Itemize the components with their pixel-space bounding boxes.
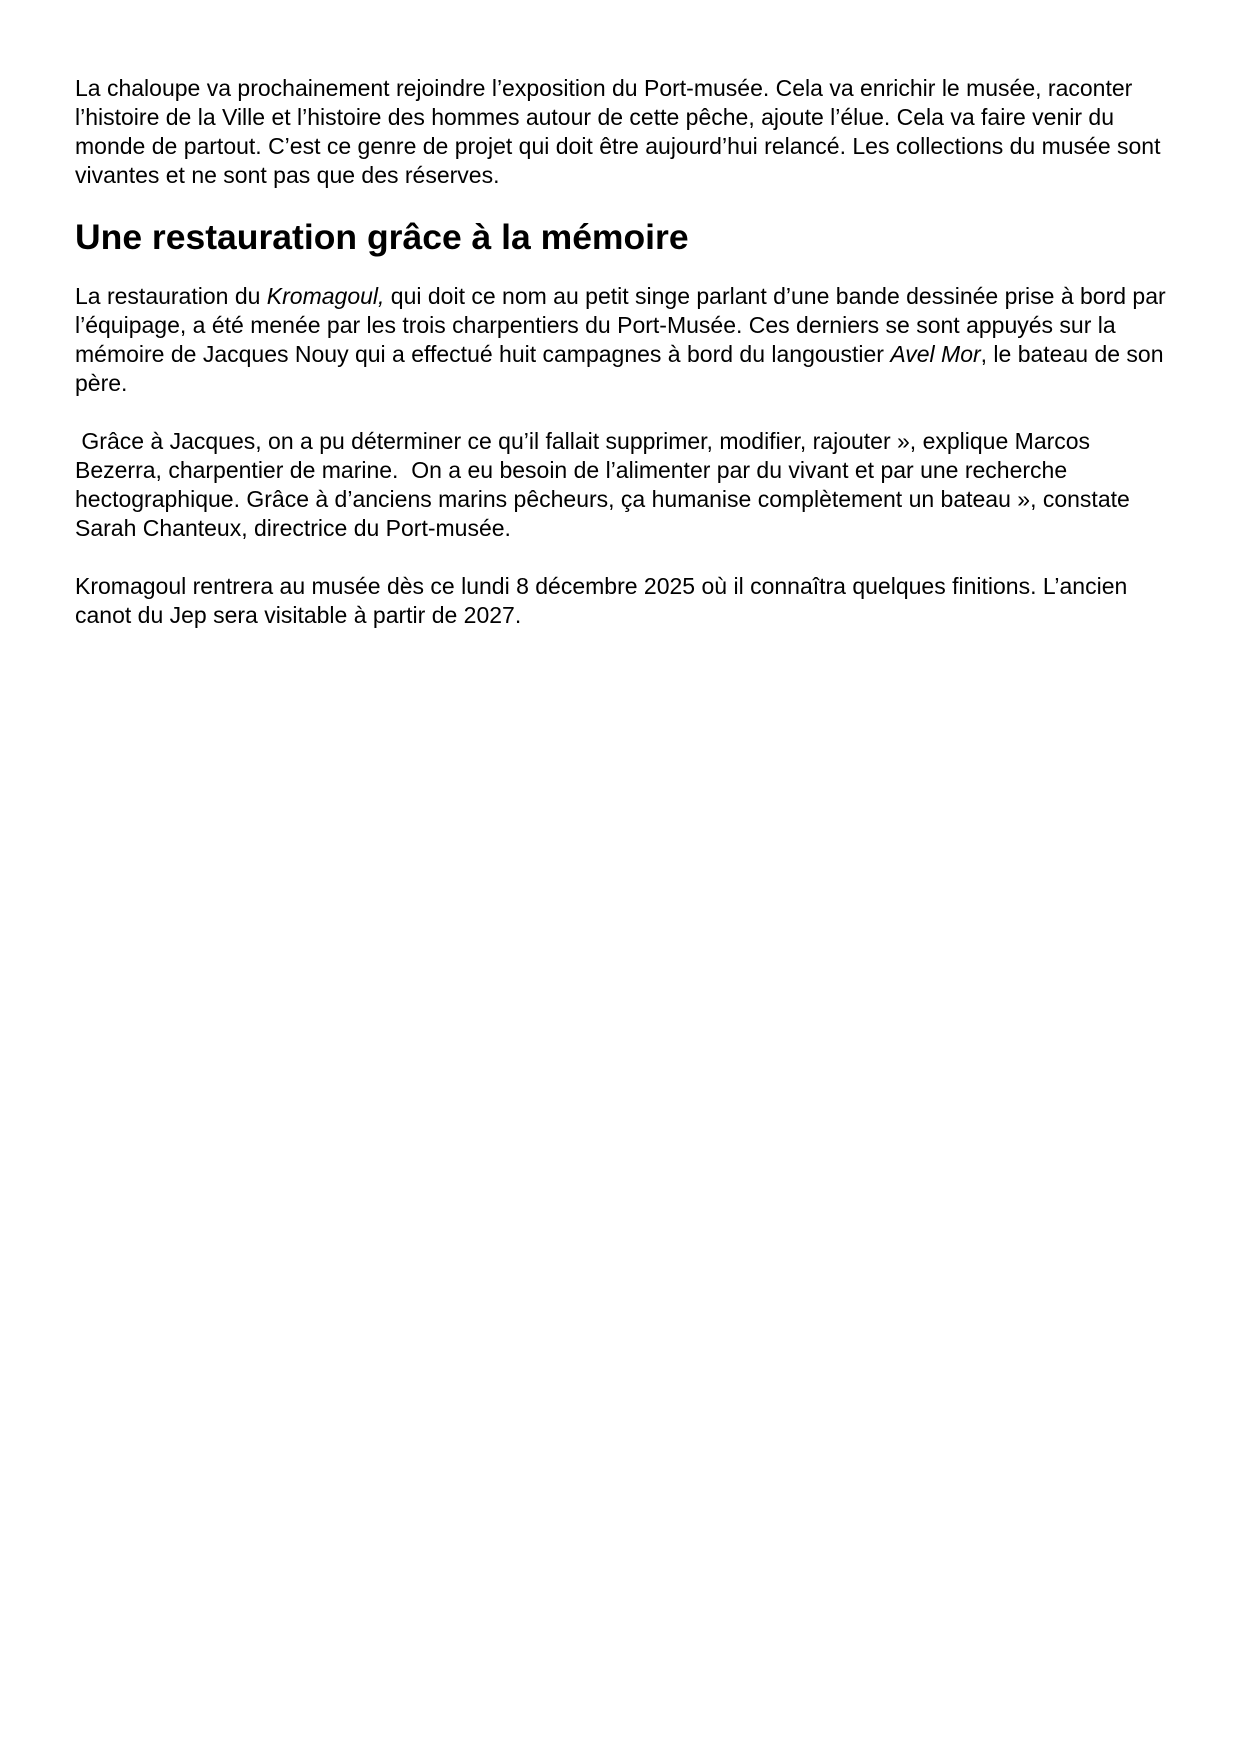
section-heading: Une restauration grâce à la mémoire bbox=[75, 217, 689, 257]
boat-name: Kromagoul, bbox=[266, 283, 385, 309]
quote-paragraph: Grâce à Jacques, on a pu déterminer ce qu’il fallait supprimer, modifier, rajouter », explique Marcos Bezerra, charpentier de marine. On a eu besoin de l’alimenter par du vivant et par une recherche hectographique. Grâce à d’anciens marins pêcheurs, ça humanise complètement un bateau », constate Sarah Chanteux, directrice du Port-musée. bbox=[75, 428, 1137, 541]
intro-paragraph: La chaloupe va prochainement rejoindre l’exposition du Port-musée. Cela va enrichir le musée, raconter l’histoire de la Ville et l’histoire des hommes autour de cette pêche, ajoute l’élue. Cela va faire venir du monde de partout. C’est ce genre de projet qui doit être aujourd’hui relancé. Les collections du musée sont vivantes et ne sont pas que des réserves. bbox=[75, 75, 1161, 188]
restoration-paragraph bbox=[75, 282, 1175, 398]
restoration-text-2: qui doit ce nom au petit singe parlant d’une bande dessinée prise à bord par l’équipage, a été menée par les trois charpentiers du Port-Musée. Ces derniers se sont appuyés sur la mémoire de Jacques Nouy qui a effectué huit campagnes à bord du langoustier bbox=[75, 283, 1166, 367]
restoration-text-1: La restauration du bbox=[75, 283, 267, 309]
closing-paragraph: Kromagoul rentrera au musée dès ce lundi 8 décembre 2025 où il connaîtra quelques finitions. L’ancien canot du Jep sera visitable à partir de 2027. bbox=[75, 573, 1128, 628]
restoration-text-3: , le bateau de son père. bbox=[75, 341, 1164, 396]
document-page bbox=[75, 74, 1175, 630]
father-boat-name: Avel Mor bbox=[890, 341, 981, 367]
